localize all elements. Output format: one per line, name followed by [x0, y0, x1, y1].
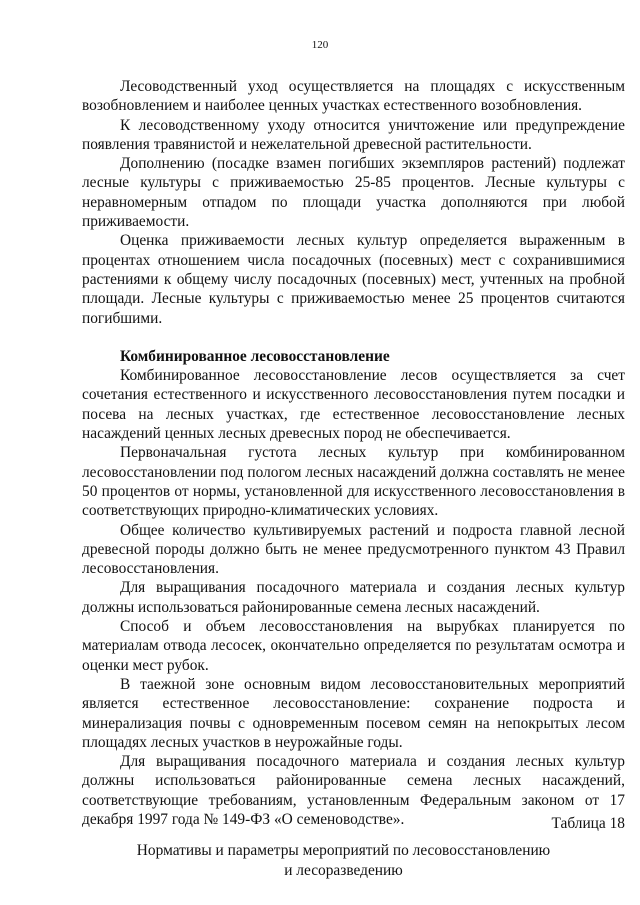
paragraph: Первоначальная густота лесных культур при комбинированном лесовосстановлении под пологом лесных насаждений должна составлять не менее 50 процентов от нормы, установленной для искусственного лесовосстановления в соответствующих природно-климатических условиях. — [82, 444, 625, 520]
paragraph: К лесоводственному уходу относится уничтожение или предупреждение появления травянистой и нежелательной древесной растительности. — [82, 116, 625, 153]
paragraph: Способ и объем лесовосстановления на вырубках планируется по материалам отвода лесосек, окончательно определяется по результатам осмотра и оценки мест рубок. — [82, 618, 625, 674]
table-caption — [82, 814, 625, 880]
paragraph: Для выращивания посадочного материала и создания лесных культур должны использоваться районированные семена лесных насаждений. — [82, 579, 625, 616]
paragraph: Лесоводственный уход осуществляется на площадях с искусственным возобновлением и наиболее ценных участках естественного возобновления. — [82, 78, 625, 115]
table-title-line: и лесоразведению — [284, 861, 403, 879]
paragraph: В таежной зоне основным видом лесовосстановительных мероприятий является естественное лесовосстановление: сохранение подроста и минерализация почвы с одновременным посевом семян на непокрытых лесом площадях лесных участков в неурожайные годы. — [82, 675, 625, 751]
paragraph: Общее количество культивируемых растений и подроста главной лесной древесной породы должно быть не менее предусмотренного пунктом 43 Правил лесовосстановления. — [82, 521, 625, 578]
table-number: Таблица 18 — [551, 815, 625, 832]
page-body — [82, 77, 625, 829]
paragraph: Комбинированное лесовосстановление лесов осуществляется за счет сочетания естественного и искусственного лесовосстановления путем посадки и посева на лесных участках, где естественное лесовосстановление лесных насаждений ценных лесных древесных пород не обеспечивается. — [82, 367, 625, 443]
page-number: 120 — [311, 39, 329, 51]
paragraph: Для выращивания посадочного материала и создания лесных культур должны использоваться районированные семена лесных насаждений, соответствующие требованиям, установленным Федеральным законом от 17 декабря 1997 года № 149-ФЗ «О семеноводстве». — [82, 753, 625, 828]
table-title — [82, 841, 625, 880]
paragraph: Оценка приживаемости лесных культур определяется выраженным в процентах отношением числа посадочных (посевных) мест с сохранившимися растениями к общему числу посадочных (посевных) мест, учтенных на пробной площади. Лесные культуры с приживаемостью менее 25 процентов считаются погибшими. — [82, 232, 625, 327]
table-title-line: Нормативы и параметры мероприятий по лесовосстановлению — [136, 842, 551, 860]
paragraph: Дополнению (посадке взамен погибших экземпляров растений) подлежат лесные культуры с приживаемостью 25-85 процентов. Лесные культуры с неравномерным отпадом по площади участка дополняются при любой приживаемости. — [82, 155, 625, 231]
section-heading: Комбинированное лесовосстановление — [120, 347, 390, 365]
